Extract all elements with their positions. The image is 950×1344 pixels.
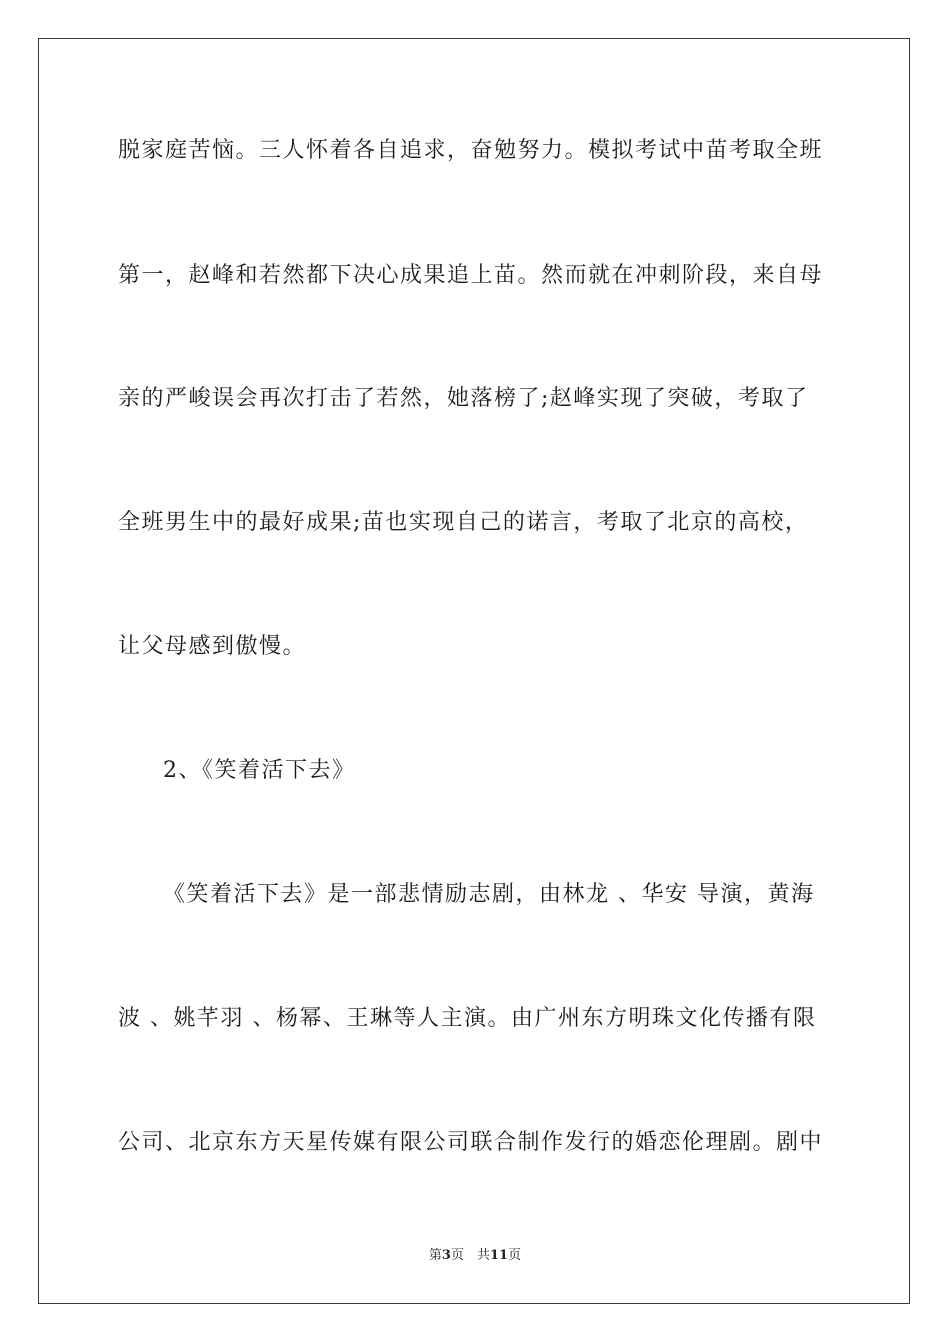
body-text-line: 波 、姚芊羽 、杨幂、王琳等人主演。由广州东方明珠文化传播有限 bbox=[118, 1006, 817, 1031]
footer-page-suffix: 页 bbox=[508, 1248, 522, 1263]
page-footer bbox=[0, 1247, 950, 1265]
section-heading: 2、《笑着活下去》 bbox=[163, 758, 356, 783]
body-text-line: 亲的严峻误会再次打击了若然，她落榜了;赵峰实现了突破，考取了 bbox=[118, 386, 809, 411]
body-text-line: 公司、北京东方天星传媒有限公司联合制作发行的婚恋伦理剧。剧中 bbox=[118, 1130, 824, 1155]
body-text-line: 全班男生中的最好成果;苗也实现自己的诺言，考取了北京的高校， bbox=[118, 510, 809, 535]
body-text-line: 让父母感到傲慢。 bbox=[118, 634, 307, 659]
body-text-line: 第一，赵峰和若然都下决心成果追上苗。然而就在冲刺阶段，来自母 bbox=[118, 263, 824, 288]
page-border bbox=[38, 38, 910, 1304]
body-text-line: 《笑着活下去》是一部悲情励志剧，由林龙 、华安 导演，黄海 bbox=[163, 882, 815, 907]
footer-page-prefix: 第 bbox=[428, 1248, 442, 1263]
footer-page-current: 3 bbox=[441, 1248, 451, 1263]
footer-page-total: 11 bbox=[489, 1248, 509, 1263]
body-text-line: 脱家庭苦恼。三人怀着各自追求，奋勉努力。模拟考试中苗考取全班 bbox=[118, 138, 824, 163]
footer-page-mid: 页 共 bbox=[450, 1248, 490, 1263]
